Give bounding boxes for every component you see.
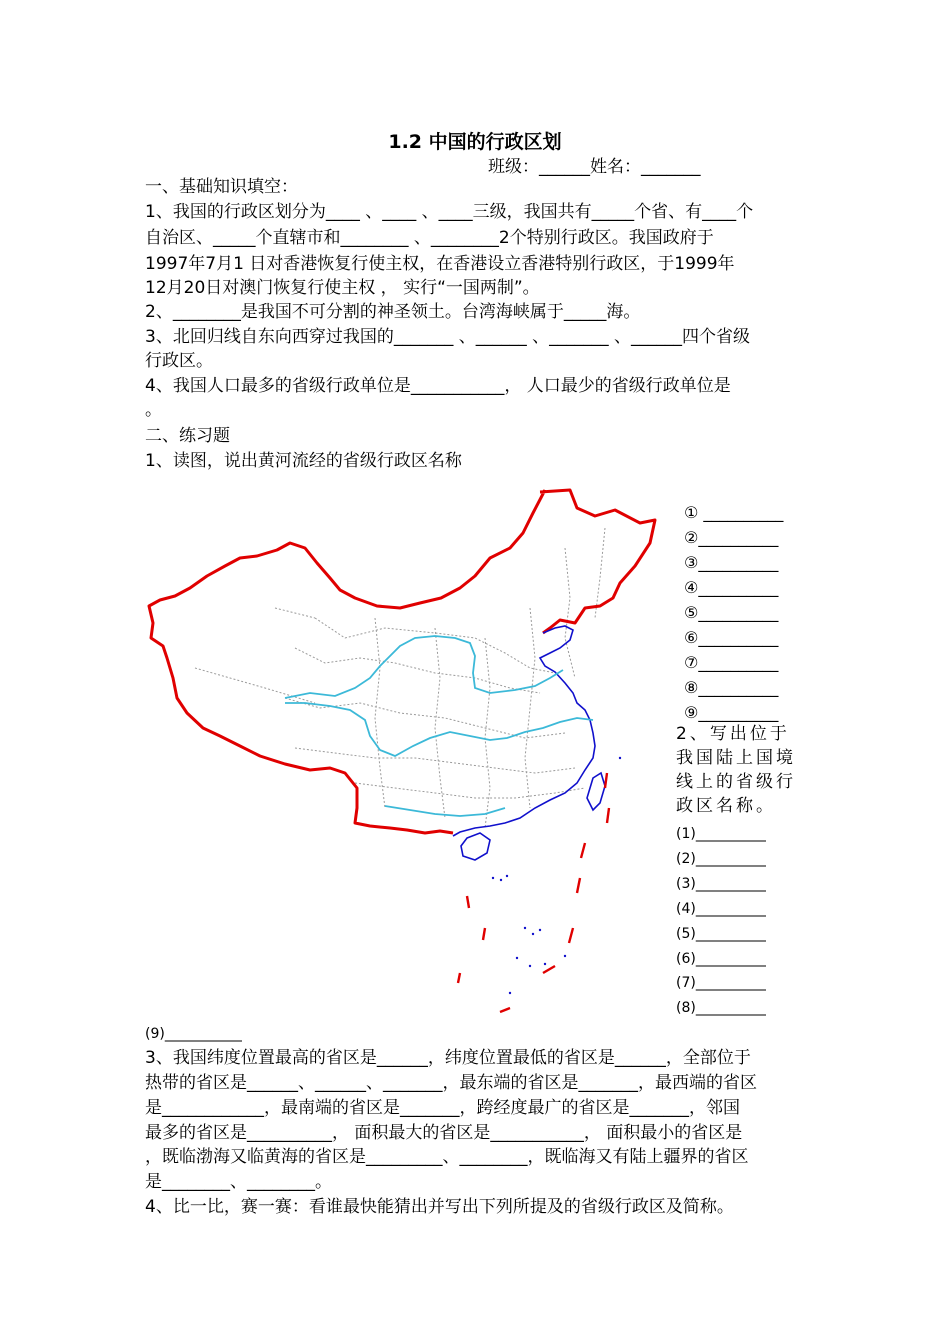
fill-line-6: 3、北回归线自东向西穿过我国的_______ 、______ 、_______ 、______四个省级 — [145, 327, 751, 347]
yellow-river-answer-7[interactable]: ⑦__________ — [684, 653, 779, 672]
question-3-line-5: ，既临渤海又临黄海的省区是_________、________，既临海又有陆上疆界的省区 — [145, 1147, 749, 1167]
fill-line-8: 4、我国人口最多的省级行政单位是___________， 人口最少的省级行政单位是 — [145, 376, 731, 396]
fill-line-5: 2、________是我国不可分割的神圣领土。台湾海峡属于_____海。 — [145, 302, 641, 322]
yellow-river — [285, 636, 563, 698]
border-province-answer-2[interactable]: (2)__________ — [676, 851, 766, 867]
fill-line-9: 。 — [145, 400, 162, 420]
china-admin-map — [145, 488, 665, 1028]
taiwan-island — [587, 773, 605, 810]
question-3-line-2: 热带的省区是______、______、_______，最东端的省区是_______，最西端的省区 — [145, 1073, 757, 1093]
yellow-river-answer-1[interactable]: ① __________ — [684, 503, 784, 522]
section2-heading: 二、练习题 — [145, 426, 230, 446]
hainan-island — [461, 833, 490, 860]
yellow-river-answer-3[interactable]: ③__________ — [684, 553, 779, 572]
yellow-river-answer-4[interactable]: ④__________ — [684, 578, 779, 597]
question-3-line-6: 是________、________。 — [145, 1172, 332, 1192]
border-province-answer-9[interactable]: (9)___________ — [145, 1026, 242, 1042]
land-border — [149, 490, 655, 833]
island-dots — [492, 757, 621, 994]
fill-line-7: 行政区。 — [145, 351, 213, 371]
fill-line-1: 1、我国的行政区划分为____ 、____ 、____三级，我国共有_____个省、有____个 — [145, 202, 754, 222]
border-province-answer-5[interactable]: (5)__________ — [676, 926, 766, 942]
fill-line-3: 1997年7月1 日对香港恢复行使主权，在香港设立香港特别行政区，于1999年 — [145, 254, 735, 274]
question-3-line-3: 是____________，最南端的省区是_______，跨经度最广的省区是_______，邻国 — [145, 1098, 740, 1118]
fill-line-4: 12月20日对澳门恢复行使主权 ， 实行“一国两制”。 — [145, 278, 540, 298]
question-3-line-1: 3、我国纬度位置最高的省区是______，纬度位置最低的省区是______，全部位于 — [145, 1048, 751, 1068]
question-3-line-4: 最多的省区是__________， 面积最大的省区是___________， 面积最小的省区是 — [145, 1123, 743, 1143]
yellow-river-answer-2[interactable]: ②__________ — [684, 528, 779, 547]
yellow-river-answer-8[interactable]: ⑧__________ — [684, 678, 779, 697]
class-name-line: 班级：______姓名：_______ — [488, 157, 701, 177]
question-1: 1、读图，说出黄河流经的省级行政区名称 — [145, 451, 462, 471]
border-province-answer-8[interactable]: (8)__________ — [676, 1000, 766, 1016]
border-province-answer-1[interactable]: (1)__________ — [676, 826, 766, 842]
border-province-answer-4[interactable]: (4)__________ — [676, 901, 766, 917]
border-province-answer-3[interactable]: (3)__________ — [676, 876, 766, 892]
question-4: 4、比一比，赛一赛：看谁最快能猜出并写出下列所提及的省级行政区及简称。 — [145, 1197, 734, 1217]
yellow-river-answer-6[interactable]: ⑥__________ — [684, 628, 779, 647]
question-2: 2、写出位于我国陆上国境线上的省级行政区名称。 — [676, 724, 796, 816]
border-province-answer-6[interactable]: (6)__________ — [676, 951, 766, 967]
border-province-answer-7[interactable]: (7)__________ — [676, 975, 766, 991]
yellow-river-answer-5[interactable]: ⑤__________ — [684, 603, 779, 622]
yellow-river-answer-9[interactable]: ⑨__________ — [684, 703, 779, 722]
section1-heading: 一、基础知识填空： — [145, 177, 298, 197]
yangtze-river — [285, 703, 593, 756]
page-title: 1.2 中国的行政区划 — [388, 131, 562, 153]
province-boundaries — [195, 528, 605, 828]
fill-line-2: 自治区、_____个直辖市和________ 、________2个特别行政区。我国政府于 — [145, 228, 714, 248]
